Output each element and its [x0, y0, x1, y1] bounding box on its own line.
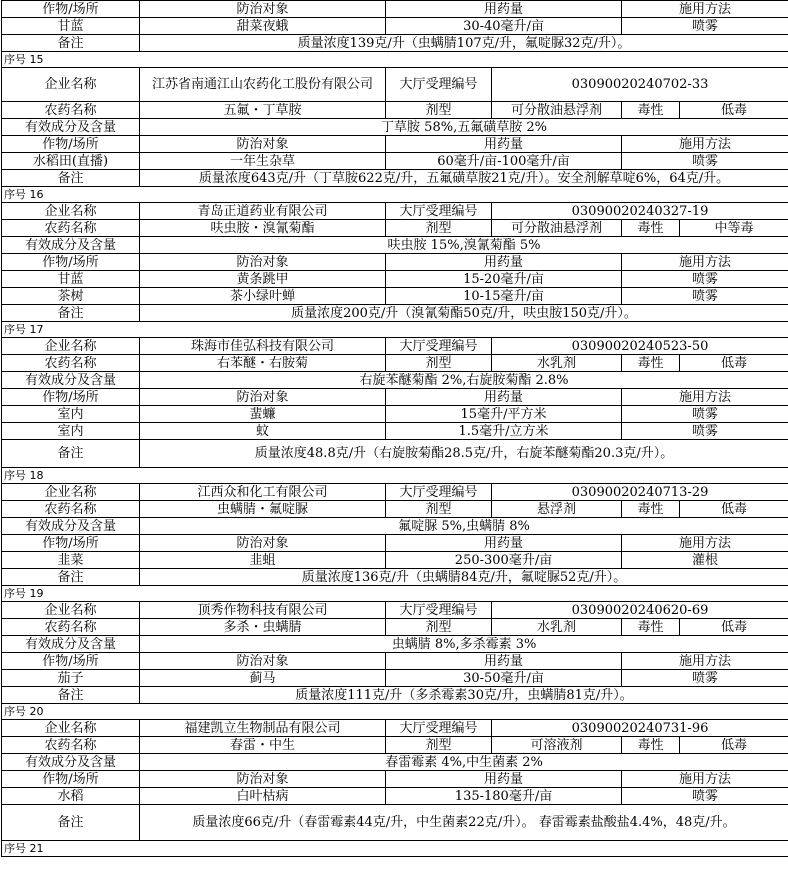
accept-no-label: 大厅受理编号 [386, 484, 492, 501]
target-header: 防治对象 [140, 1, 386, 18]
formulation-value: 可分散油悬浮剂 [492, 102, 622, 119]
accept-no-value: 03090020240327-19 [492, 203, 788, 220]
method-cell: 喷雾 [622, 423, 788, 440]
method-cell: 喷雾 [622, 18, 788, 35]
remark-label: 备注 [2, 569, 140, 586]
remark-value: 质量浓度66克/升（春雷霉素44克/升，中生菌素22克/升）。 春雷霉素盐酸盐4.4%，48克/升。 [140, 805, 788, 841]
pesticide-label: 农药名称 [2, 501, 140, 518]
company-name: 珠海市佳弘科技有限公司 [140, 338, 386, 355]
dosage-header: 用药量 [386, 653, 622, 670]
company-name: 福建凯立生物制品有限公司 [140, 720, 386, 737]
dosage-header: 用药量 [386, 136, 622, 153]
ingredients-label: 有效成分及含量 [2, 636, 140, 653]
pesticide-name: 五氟・丁草胺 [140, 102, 386, 119]
target-cell: 黄条跳甲 [140, 271, 386, 288]
remark-value: 质量浓度136克/升（虫螨腈84克/升，氟啶脲52克/升）。 [140, 569, 788, 586]
ingredients-row [2, 754, 788, 771]
dosage-header: 用药量 [386, 389, 622, 406]
dosage-header: 用药量 [386, 254, 622, 271]
crop-cell: 韭菜 [2, 552, 140, 569]
accept-no-value: 03090020240702-33 [492, 68, 788, 102]
use-header-row [2, 535, 788, 552]
formulation-value: 水乳剂 [492, 619, 622, 636]
seq-row [2, 841, 788, 857]
formulation-value: 悬浮剂 [492, 501, 622, 518]
seq-label [2, 468, 788, 484]
ingredients-value: 春雷霉素 4%,中生菌素 2% [140, 754, 788, 771]
formulation-label: 剂型 [386, 619, 492, 636]
accept-no-label: 大厅受理编号 [386, 602, 492, 619]
seq-number: 21 [29, 842, 44, 855]
ingredients-row [2, 119, 788, 136]
pesticide-label: 农药名称 [2, 220, 140, 237]
pesticide-row [2, 102, 788, 119]
seq-number: 15 [29, 53, 44, 66]
target-cell: 蜚蠊 [140, 406, 386, 423]
seq-label [2, 704, 788, 720]
company-row [2, 720, 788, 737]
company-label: 企业名称 [2, 68, 140, 102]
company-name: 江西众和化工有限公司 [140, 484, 386, 501]
crop-cell: 茄子 [2, 670, 140, 687]
seq-number: 16 [29, 188, 44, 201]
remark-label: 备注 [2, 687, 140, 704]
remark-row [2, 687, 788, 704]
seq-number: 19 [29, 587, 44, 600]
method-header: 施用方法 [622, 771, 788, 788]
method-header: 施用方法 [622, 535, 788, 552]
seq-label [2, 586, 788, 602]
remark-label: 备注 [2, 440, 140, 468]
seq-label [2, 841, 788, 857]
pesticide-row [2, 355, 788, 372]
seq-label-text: 序号 [4, 705, 26, 718]
toxicity-label: 毒性 [622, 501, 680, 518]
pesticide-label: 农药名称 [2, 102, 140, 119]
seq-row [2, 468, 788, 484]
company-label: 企业名称 [2, 602, 140, 619]
company-label: 企业名称 [2, 338, 140, 355]
remark-row [2, 569, 788, 586]
company-row [2, 602, 788, 619]
seq-label-text: 序号 [4, 587, 26, 600]
remark-row [2, 440, 788, 468]
seq-label-text: 序号 [4, 188, 26, 201]
ingredients-label: 有效成分及含量 [2, 372, 140, 389]
use-row [2, 423, 788, 440]
company-row [2, 68, 788, 102]
seq-label [2, 322, 788, 338]
use-row [2, 788, 788, 805]
use-header-row [2, 254, 788, 271]
use-header-row [2, 389, 788, 406]
dosage-cell: 10-15毫升/亩 [386, 288, 622, 305]
ingredients-value: 右旋苯醚菊酯 2%,右旋胺菊酯 2.8% [140, 372, 788, 389]
pesticide-label: 农药名称 [2, 737, 140, 754]
remark-label: 备注 [2, 35, 140, 52]
ingredients-row [2, 237, 788, 254]
crop-cell: 茶树 [2, 288, 140, 305]
seq-label [2, 52, 788, 68]
pesticide-row [2, 501, 788, 518]
pesticide-row [2, 619, 788, 636]
use-row [2, 406, 788, 423]
toxicity-label: 毒性 [622, 619, 680, 636]
toxicity-value: 低毒 [680, 619, 788, 636]
crop-header: 作物/场所 [2, 136, 140, 153]
ingredients-row [2, 636, 788, 653]
pesticide-label: 农药名称 [2, 355, 140, 372]
method-header: 施用方法 [622, 389, 788, 406]
remark-label: 备注 [2, 170, 140, 187]
ingredients-row [2, 372, 788, 389]
method-header: 施用方法 [622, 136, 788, 153]
method-cell: 喷雾 [622, 288, 788, 305]
dosage-cell: 250-300毫升/亩 [386, 552, 622, 569]
company-row [2, 338, 788, 355]
crop-header: 作物/场所 [2, 535, 140, 552]
use-row [2, 271, 788, 288]
crop-cell: 甘蓝 [2, 271, 140, 288]
crop-header: 作物/场所 [2, 389, 140, 406]
method-cell: 喷雾 [622, 406, 788, 423]
crop-cell: 室内 [2, 406, 140, 423]
ingredients-value: 氟啶脲 5%,虫螨腈 8% [140, 518, 788, 535]
target-cell: 蓟马 [140, 670, 386, 687]
remark-value: 质量浓度48.8克/升（右旋胺菊酯28.5克/升，右旋苯醚菊酯20.3克/升）。 [140, 440, 788, 468]
seq-label-text: 序号 [4, 842, 26, 855]
crop-cell: 甘蓝 [2, 18, 140, 35]
target-header: 防治对象 [140, 653, 386, 670]
dosage-header: 用药量 [386, 535, 622, 552]
company-name: 青岛正道药业有限公司 [140, 203, 386, 220]
pesticide-row [2, 737, 788, 754]
accept-no-value: 03090020240731-96 [492, 720, 788, 737]
remark-value: 质量浓度111克/升（多杀霉素30克/升，虫螨腈81克/升）。 [140, 687, 788, 704]
method-header: 施用方法 [622, 1, 788, 18]
target-cell: 甜菜夜蛾 [140, 18, 386, 35]
use-header-row [2, 771, 788, 788]
target-cell: 蚊 [140, 423, 386, 440]
seq-row [2, 187, 788, 203]
use-row [2, 153, 788, 170]
accept-no-label: 大厅受理编号 [386, 68, 492, 102]
company-name: 顶秀作物科技有限公司 [140, 602, 386, 619]
method-cell: 喷雾 [622, 788, 788, 805]
accept-no-value: 03090020240620-69 [492, 602, 788, 619]
seq-label [2, 187, 788, 203]
method-cell: 喷雾 [622, 153, 788, 170]
toxicity-value: 低毒 [680, 355, 788, 372]
accept-no-label: 大厅受理编号 [386, 203, 492, 220]
crop-cell: 室内 [2, 423, 140, 440]
target-header: 防治对象 [140, 136, 386, 153]
remark-row [2, 170, 788, 187]
use-header-row [2, 653, 788, 670]
dosage-cell: 1.5毫升/立方米 [386, 423, 622, 440]
ingredients-label: 有效成分及含量 [2, 754, 140, 771]
toxicity-value: 中等毒 [680, 220, 788, 237]
company-name: 江苏省南通江山农药化工股份有限公司 [140, 68, 386, 102]
seq-row [2, 704, 788, 720]
crop-cell: 水稻 [2, 788, 140, 805]
remark-label: 备注 [2, 305, 140, 322]
formulation-value: 水乳剂 [492, 355, 622, 372]
method-header: 施用方法 [622, 254, 788, 271]
seq-number: 17 [29, 323, 44, 336]
ingredients-value: 虫螨腈 8%,多杀霉素 3% [140, 636, 788, 653]
accept-no-label: 大厅受理编号 [386, 338, 492, 355]
seq-row [2, 586, 788, 602]
toxicity-value: 低毒 [680, 501, 788, 518]
remark-value: 质量浓度643克/升（丁草胺622克/升，五氟磺草胺21克/升）。安全剂解草啶6%，64克/升。 [140, 170, 788, 187]
use-row [2, 552, 788, 569]
target-cell: 一年生杂草 [140, 153, 386, 170]
seq-row [2, 322, 788, 338]
seq-label-text: 序号 [4, 53, 26, 66]
use-header-row [2, 1, 788, 18]
remark-value: 质量浓度139克/升（虫螨腈107克/升，氟啶脲32克/升）。 [140, 35, 788, 52]
seq-label-text: 序号 [4, 469, 26, 482]
ingredients-label: 有效成分及含量 [2, 237, 140, 254]
company-row [2, 484, 788, 501]
dosage-cell: 15-20毫升/亩 [386, 271, 622, 288]
target-header: 防治对象 [140, 771, 386, 788]
toxicity-label: 毒性 [622, 102, 680, 119]
toxicity-value: 低毒 [680, 737, 788, 754]
pesticide-label: 农药名称 [2, 619, 140, 636]
pesticide-name: 右苯醚・右胺菊 [140, 355, 386, 372]
remark-label: 备注 [2, 805, 140, 841]
formulation-value: 可分散油悬浮剂 [492, 220, 622, 237]
use-row [2, 670, 788, 687]
target-cell: 韭蛆 [140, 552, 386, 569]
dosage-cell: 15毫升/平方米 [386, 406, 622, 423]
pesticide-name: 春雷・中生 [140, 737, 386, 754]
method-cell: 喷雾 [622, 271, 788, 288]
company-label: 企业名称 [2, 720, 140, 737]
ingredients-value: 丁草胺 58%,五氟磺草胺 2% [140, 119, 788, 136]
company-row [2, 203, 788, 220]
target-header: 防治对象 [140, 535, 386, 552]
dosage-cell: 30-40毫升/亩 [386, 18, 622, 35]
crop-cell: 水稻田(直播) [2, 153, 140, 170]
remark-row [2, 305, 788, 322]
seq-number: 20 [29, 705, 44, 718]
accept-no-value: 03090020240523-50 [492, 338, 788, 355]
dosage-cell: 135-180毫升/亩 [386, 788, 622, 805]
use-header-row [2, 136, 788, 153]
seq-row [2, 52, 788, 68]
toxicity-value: 低毒 [680, 102, 788, 119]
dosage-cell: 60毫升/亩-100毫升/亩 [386, 153, 622, 170]
toxicity-label: 毒性 [622, 737, 680, 754]
pesticide-row [2, 220, 788, 237]
formulation-label: 剂型 [386, 355, 492, 372]
method-header: 施用方法 [622, 653, 788, 670]
formulation-label: 剂型 [386, 220, 492, 237]
use-row [2, 288, 788, 305]
target-cell: 白叶枯病 [140, 788, 386, 805]
dosage-cell: 30-50毫升/亩 [386, 670, 622, 687]
remark-row [2, 35, 788, 52]
method-cell: 喷雾 [622, 670, 788, 687]
pesticide-registration-table [1, 0, 788, 857]
crop-header: 作物/场所 [2, 1, 140, 18]
target-cell: 茶小绿叶蝉 [140, 288, 386, 305]
crop-header: 作物/场所 [2, 254, 140, 271]
ingredients-label: 有效成分及含量 [2, 518, 140, 535]
formulation-value: 可溶液剂 [492, 737, 622, 754]
seq-number: 18 [29, 469, 44, 482]
ingredients-label: 有效成分及含量 [2, 119, 140, 136]
company-label: 企业名称 [2, 484, 140, 501]
accept-no-value: 03090020240713-29 [492, 484, 788, 501]
target-header: 防治对象 [140, 389, 386, 406]
accept-no-label: 大厅受理编号 [386, 720, 492, 737]
toxicity-label: 毒性 [622, 220, 680, 237]
dosage-header: 用药量 [386, 1, 622, 18]
pesticide-name: 呋虫胺・溴氰菊酯 [140, 220, 386, 237]
ingredients-value: 呋虫胺 15%,溴氰菊酯 5% [140, 237, 788, 254]
formulation-label: 剂型 [386, 737, 492, 754]
seq-label-text: 序号 [4, 323, 26, 336]
method-cell: 灌根 [622, 552, 788, 569]
crop-header: 作物/场所 [2, 653, 140, 670]
remark-value: 质量浓度200克/升（溴氰菊酯50克/升，呋虫胺150克/升）。 [140, 305, 788, 322]
dosage-header: 用药量 [386, 771, 622, 788]
pesticide-name: 虫螨腈・氟啶脲 [140, 501, 386, 518]
use-row [2, 18, 788, 35]
ingredients-row [2, 518, 788, 535]
remark-row [2, 805, 788, 841]
target-header: 防治对象 [140, 254, 386, 271]
company-label: 企业名称 [2, 203, 140, 220]
formulation-label: 剂型 [386, 102, 492, 119]
pesticide-name: 多杀・虫螨腈 [140, 619, 386, 636]
toxicity-label: 毒性 [622, 355, 680, 372]
formulation-label: 剂型 [386, 501, 492, 518]
crop-header: 作物/场所 [2, 771, 140, 788]
